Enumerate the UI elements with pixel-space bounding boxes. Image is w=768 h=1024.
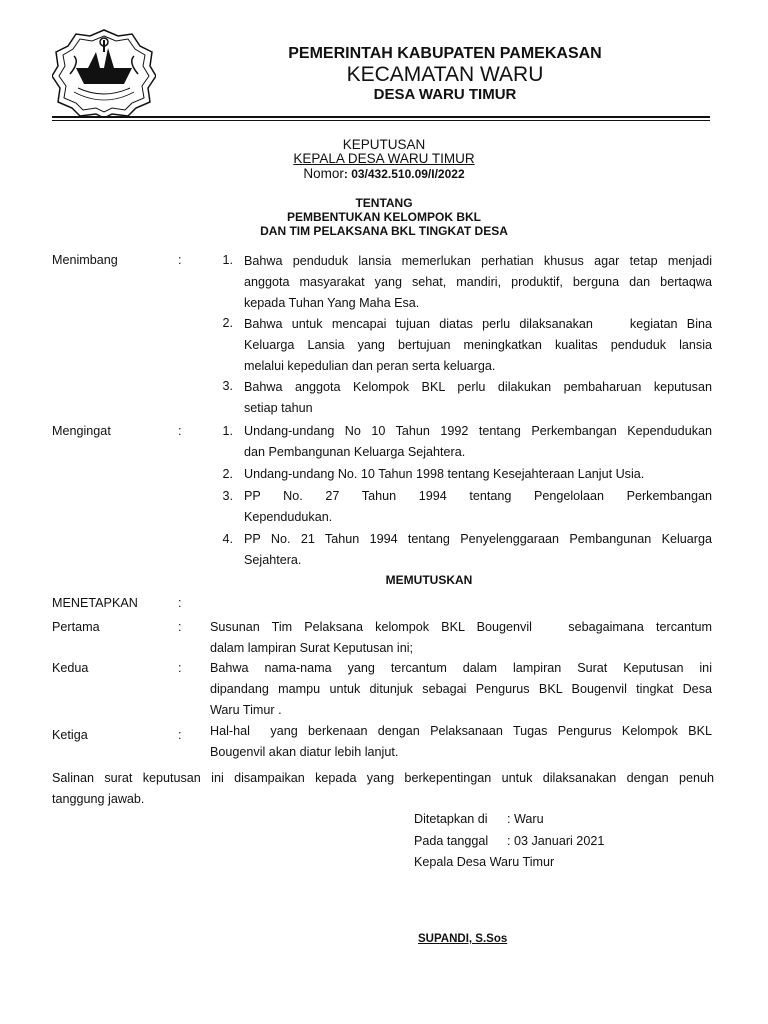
first-text: Susunan Tim Pelaksana kelompok BKL Bougenvil sebagaimana tercantum dalam lampiran Surat Keputusan ini;: [210, 620, 712, 655]
considering-item-3: Bahwa anggota Kelompok BKL perlu dilakukan pembaharuan keputusan setiap tahun: [244, 380, 712, 415]
decree-number-value: : 03/432.510.09/I/2022: [343, 167, 465, 181]
remembering-colon: :: [178, 424, 182, 438]
closing-text: Salinan surat keputusan ini disampaikan kepada yang berkepentingan untuk dilaksanakan dengan penuh tanggung jawab.: [52, 771, 714, 806]
letterhead-rule-thick: [52, 116, 710, 118]
considering-1-num: 1.: [222, 253, 233, 267]
third-text: Hal-hal yang berkenaan dengan Pelaksanaan Tugas Pengurus Kelompok BKL Bougenvil akan diatur lebih lanjut.: [210, 724, 712, 759]
remembering-4-num: 4.: [222, 532, 233, 546]
considering-colon: :: [178, 253, 182, 267]
decree-number-label: Nomor: [303, 166, 344, 181]
letterhead-rule-thin: [52, 120, 710, 121]
establish-label: MENETAPKAN: [52, 596, 138, 610]
date-value: : 03 Januari 2021: [507, 834, 605, 848]
subject-line-1: PEMBENTUKAN KELOMPOK BKL: [287, 210, 481, 224]
decree-issuer: KEPALA DESA WARU TIMUR: [293, 151, 475, 166]
about-heading: TENTANG: [355, 196, 413, 210]
second-label: Kedua: [52, 661, 89, 675]
second-colon: :: [178, 661, 182, 675]
remembering-label: Mengingat: [52, 424, 111, 438]
remembering-3-num: 3.: [222, 489, 233, 503]
considering-2-num: 2.: [222, 316, 233, 330]
considering-3-num: 3.: [222, 379, 233, 393]
signer-position: Kepala Desa Waru Timur: [414, 855, 555, 869]
letterhead-village: DESA WARU TIMUR: [373, 86, 517, 103]
letterhead-government: PEMERINTAH KABUPATEN PAMEKASAN: [288, 45, 602, 62]
establish-colon: :: [178, 596, 182, 610]
remembering-item-3: PP No. 27 Tahun 1994 tentang Pengelolaan Perkembangan Kependudukan.: [244, 489, 712, 524]
third-colon: :: [178, 728, 182, 742]
decide-heading: MEMUTUSKAN: [385, 573, 473, 587]
considering-item-2: Bahwa untuk mencapai tujuan diatas perlu dilaksanakan kegiatan Bina Keluarga Lansia yang bertujuan meningkatkan kualitas penduduk lansia melalui kepedulian dan peran serta keluarga.: [244, 317, 712, 373]
remembering-item-1: Undang-undang No 10 Tahun 1992 tentang Perkembangan Kependudukan dan Pembangunan Keluarga Sejahtera.: [244, 424, 712, 459]
date-label: Pada tanggal: [414, 834, 489, 848]
set-at-value: : Waru: [507, 812, 544, 826]
set-at-label: Ditetapkan di: [414, 812, 488, 826]
considering-item-1: Bahwa penduduk lansia memerlukan perhatian khusus agar tetap menjadi anggota masyarakat yang sehat, mandiri, produktif, berguna dan bertaqwa kepada Tuhan Yang Maha Esa.: [244, 254, 712, 310]
remembering-2-num: 2.: [222, 467, 233, 481]
first-label: Pertama: [52, 620, 100, 634]
remembering-item-4: PP No. 21 Tahun 1994 tentang Penyelenggaraan Pembangunan Keluarga Sejahtera.: [244, 532, 712, 567]
third-label: Ketiga: [52, 728, 88, 742]
letterhead-district: KECAMATAN WARU: [346, 63, 544, 86]
second-text: Bahwa nama-nama yang tercantum dalam lampiran Surat Keputusan ini dipandang mampu untuk ditunjuk sebagai Pengurus BKL Bougenvil tingkat Desa Waru Timur .: [210, 661, 712, 717]
decree-title: KEPUTUSAN: [342, 137, 426, 152]
first-colon: :: [178, 620, 182, 634]
remembering-1-num: 1.: [222, 424, 233, 438]
pamekasan-emblem-icon: [52, 28, 156, 118]
considering-label: Menimbang: [52, 253, 118, 267]
signer-name: SUPANDI, S.Sos: [418, 933, 508, 945]
subject-line-2: DAN TIM PELAKSANA BKL TINGKAT DESA: [260, 224, 508, 238]
decree-number: [190, 166, 578, 181]
remembering-item-2: Undang-undang No. 10 Tahun 1998 tentang Kesejahteraan Lanjut Usia.: [244, 467, 645, 481]
